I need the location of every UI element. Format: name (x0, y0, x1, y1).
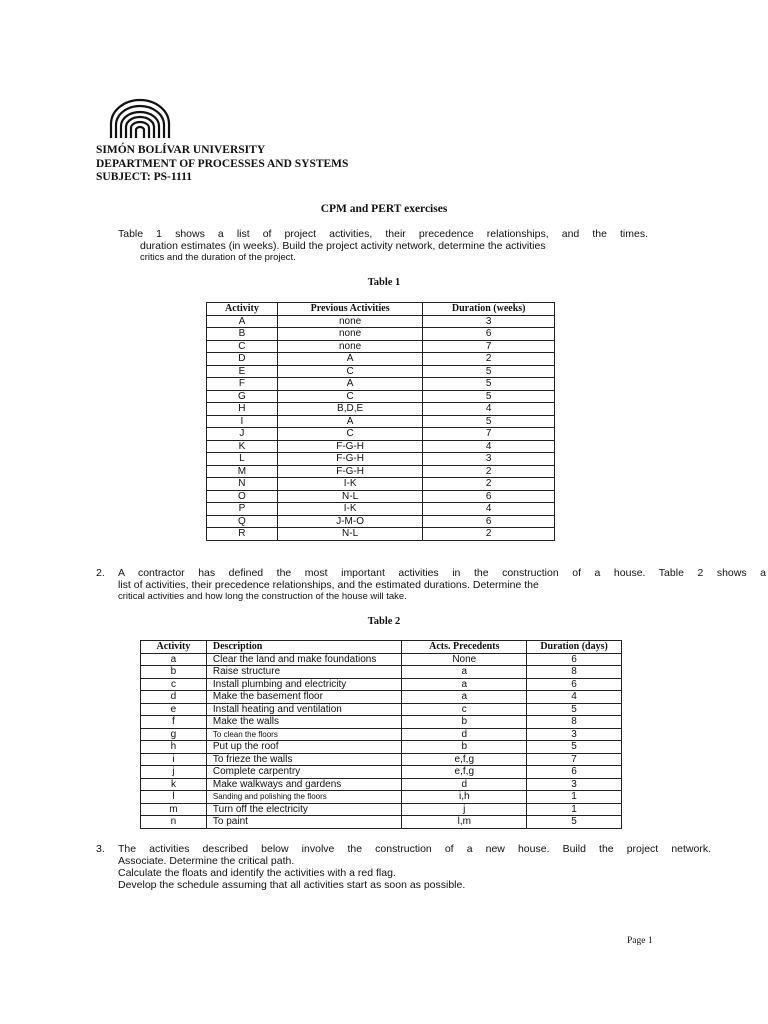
activity-cell: N (207, 478, 278, 491)
activity-cell: A (207, 315, 278, 328)
description-cell: Make the walls (206, 716, 402, 729)
table-row (207, 378, 555, 391)
exercise1-line3: critics and the duration of the project. (140, 252, 296, 263)
table-row (207, 428, 555, 441)
table2 (140, 640, 622, 829)
activity-cell: R (207, 528, 278, 541)
table-row (207, 328, 555, 341)
table-row (141, 803, 622, 816)
duration-cell: 6 (423, 328, 555, 341)
activity-cell: h (141, 741, 207, 754)
duration-cell: 5 (527, 703, 622, 716)
activity-cell: m (141, 803, 207, 816)
previous-activities-cell: N-L (277, 490, 423, 503)
activity-cell: c (141, 678, 207, 691)
table-row (207, 440, 555, 453)
previous-activities-cell: A (277, 378, 423, 391)
exercise2-line1: A contractor has defined the most important activities in the construction of a house. Table 2 shows a (118, 567, 766, 579)
activity-cell: j (141, 766, 207, 779)
duration-cell: 3 (527, 778, 622, 791)
exercise3-line2: Associate. Determine the critical path. (118, 855, 295, 867)
activity-cell: a (141, 653, 207, 666)
table1-caption: Table 1 (367, 277, 401, 288)
precedents-cell: c (402, 703, 527, 716)
table-row (141, 678, 622, 691)
duration-cell: 6 (423, 515, 555, 528)
previous-activities-cell: C (277, 428, 423, 441)
table1-header-activity: Activity (207, 303, 278, 316)
precedents-cell: a (402, 666, 527, 679)
duration-cell: 5 (527, 816, 622, 829)
duration-cell: 7 (423, 428, 555, 441)
precedents-cell: d (402, 778, 527, 791)
precedents-cell: e,f,g (402, 766, 527, 779)
duration-cell: 5 (423, 415, 555, 428)
activity-cell: G (207, 390, 278, 403)
duration-cell: 4 (423, 403, 555, 416)
precedents-cell: l,m (402, 816, 527, 829)
activity-cell: P (207, 503, 278, 516)
precedents-cell: b (402, 716, 527, 729)
duration-cell: 6 (423, 490, 555, 503)
exercise2-number: 2. (96, 567, 105, 579)
duration-cell: 6 (527, 678, 622, 691)
table-row (141, 816, 622, 829)
activity-cell: L (207, 453, 278, 466)
activity-cell: l (141, 791, 207, 804)
duration-cell: 5 (423, 365, 555, 378)
table-row (141, 703, 622, 716)
table2-caption: Table 2 (367, 616, 401, 627)
table-row (207, 478, 555, 491)
description-cell: Complete carpentry (206, 766, 402, 779)
table2-header-description: Description (206, 641, 402, 654)
duration-cell: 5 (527, 741, 622, 754)
duration-cell: 1 (527, 803, 622, 816)
previous-activities-cell: none (277, 328, 423, 341)
table-row (207, 340, 555, 353)
precedents-cell: i,h (402, 791, 527, 804)
table-row (207, 515, 555, 528)
duration-cell: 2 (423, 465, 555, 478)
table-row (207, 390, 555, 403)
description-cell: Clear the land and make foundations (206, 653, 402, 666)
activity-cell: i (141, 753, 207, 766)
activity-cell: n (141, 816, 207, 829)
exercise2-line2: list of activities, their precedence relationships, and the estimated durations. Determine the (118, 579, 539, 591)
description-cell: Make walkways and gardens (206, 778, 402, 791)
precedents-cell: b (402, 741, 527, 754)
table1 (206, 302, 555, 541)
precedents-cell: e,f,g (402, 753, 527, 766)
duration-cell: 3 (527, 728, 622, 741)
duration-cell: 4 (423, 503, 555, 516)
description-cell: Put up the roof (206, 741, 402, 754)
university-name: SIMÓN BOLÍVAR UNIVERSITY (96, 144, 266, 156)
table2-header-activity: Activity (141, 641, 207, 654)
previous-activities-cell: C (277, 390, 423, 403)
table1-header-row (207, 303, 555, 316)
table-row (207, 465, 555, 478)
table2-header-precedents: Acts. Precedents (402, 641, 527, 654)
page-number: Page 1 (627, 936, 653, 946)
table-row (141, 653, 622, 666)
description-cell: Raise structure (206, 666, 402, 679)
table-row (141, 666, 622, 679)
university-logo (108, 98, 172, 140)
precedents-cell: a (402, 678, 527, 691)
activity-cell: D (207, 353, 278, 366)
table-row (141, 691, 622, 704)
duration-cell: 7 (527, 753, 622, 766)
activity-cell: E (207, 365, 278, 378)
exercise1-line1: Table 1 shows a list of project activities, their precedence relationships, and the times. (118, 228, 648, 240)
table-row (141, 741, 622, 754)
subject-code: SUBJECT: PS-1111 (96, 171, 192, 183)
activity-cell: C (207, 340, 278, 353)
table-row (207, 403, 555, 416)
activity-cell: f (141, 716, 207, 729)
activity-cell: B (207, 328, 278, 341)
table-row (141, 766, 622, 779)
table-row (207, 315, 555, 328)
document-header (96, 144, 348, 185)
activity-cell: F (207, 378, 278, 391)
previous-activities-cell: A (277, 415, 423, 428)
precedents-cell: j (402, 803, 527, 816)
table-row (207, 490, 555, 503)
activity-cell: M (207, 465, 278, 478)
table-row (207, 365, 555, 378)
precedents-cell: None (402, 653, 527, 666)
previous-activities-cell: A (277, 353, 423, 366)
description-cell: To paint (206, 816, 402, 829)
description-cell: Make the basement floor (206, 691, 402, 704)
activity-cell: J (207, 428, 278, 441)
previous-activities-cell: J-M-O (277, 515, 423, 528)
previous-activities-cell: F-G-H (277, 453, 423, 466)
activity-cell: I (207, 415, 278, 428)
table-row (141, 753, 622, 766)
table-row (207, 503, 555, 516)
duration-cell: 4 (527, 691, 622, 704)
previous-activities-cell: F-G-H (277, 440, 423, 453)
table-row (141, 778, 622, 791)
description-cell: Turn off the electricity (206, 803, 402, 816)
table2-header-duration: Duration (days) (527, 641, 622, 654)
previous-activities-cell: N-L (277, 528, 423, 541)
duration-cell: 7 (423, 340, 555, 353)
table1-header-previous: Previous Activities (277, 303, 423, 316)
duration-cell: 1 (527, 791, 622, 804)
activity-cell: e (141, 703, 207, 716)
precedents-cell: d (402, 728, 527, 741)
table2-header-row (141, 641, 622, 654)
exercise3-line1: The activities described below involve the construction of a new house. Build the project network. (118, 843, 711, 855)
duration-cell: 2 (423, 478, 555, 491)
exercise3-number: 3. (96, 843, 105, 855)
table-row (141, 716, 622, 729)
duration-cell: 2 (423, 528, 555, 541)
page-title: CPM and PERT exercises (320, 203, 448, 215)
table-row (207, 415, 555, 428)
description-cell: Install heating and ventilation (206, 703, 402, 716)
exercise3-line4: Develop the schedule assuming that all activities start as soon as possible. (118, 879, 466, 891)
previous-activities-cell: F-G-H (277, 465, 423, 478)
exercise1-line2: duration estimates (in weeks). Build the project activity network, determine the activities (140, 240, 546, 252)
table-row (207, 453, 555, 466)
description-cell: To clean the floors (206, 728, 402, 741)
description-cell: Sanding and polishing the floors (206, 791, 402, 804)
activity-cell: K (207, 440, 278, 453)
department-name: DEPARTMENT OF PROCESSES AND SYSTEMS (96, 157, 349, 170)
activity-cell: d (141, 691, 207, 704)
duration-cell: 6 (527, 653, 622, 666)
activity-cell: H (207, 403, 278, 416)
table-row (141, 791, 622, 804)
previous-activities-cell: none (277, 315, 423, 328)
previous-activities-cell: C (277, 365, 423, 378)
exercise3-line3: Calculate the floats and identify the activities with a red flag. (118, 867, 396, 879)
activity-cell: k (141, 778, 207, 791)
description-cell: Install plumbing and electricity (206, 678, 402, 691)
duration-cell: 5 (423, 390, 555, 403)
previous-activities-cell: none (277, 340, 423, 353)
activity-cell: O (207, 490, 278, 503)
previous-activities-cell: B,D,E (277, 403, 423, 416)
table-row (207, 353, 555, 366)
activity-cell: b (141, 666, 207, 679)
duration-cell: 3 (423, 453, 555, 466)
duration-cell: 6 (527, 766, 622, 779)
duration-cell: 8 (527, 666, 622, 679)
duration-cell: 2 (423, 353, 555, 366)
previous-activities-cell: I-K (277, 503, 423, 516)
precedents-cell: a (402, 691, 527, 704)
table-row (207, 528, 555, 541)
activity-cell: g (141, 728, 207, 741)
duration-cell: 3 (423, 315, 555, 328)
description-cell: To frieze the walls (206, 753, 402, 766)
table1-header-duration: Duration (weeks) (423, 303, 555, 316)
exercise2-line3: critical activities and how long the construction of the house will take. (118, 591, 407, 602)
previous-activities-cell: I-K (277, 478, 423, 491)
duration-cell: 8 (527, 716, 622, 729)
activity-cell: Q (207, 515, 278, 528)
table-row (141, 728, 622, 741)
duration-cell: 4 (423, 440, 555, 453)
duration-cell: 5 (423, 378, 555, 391)
